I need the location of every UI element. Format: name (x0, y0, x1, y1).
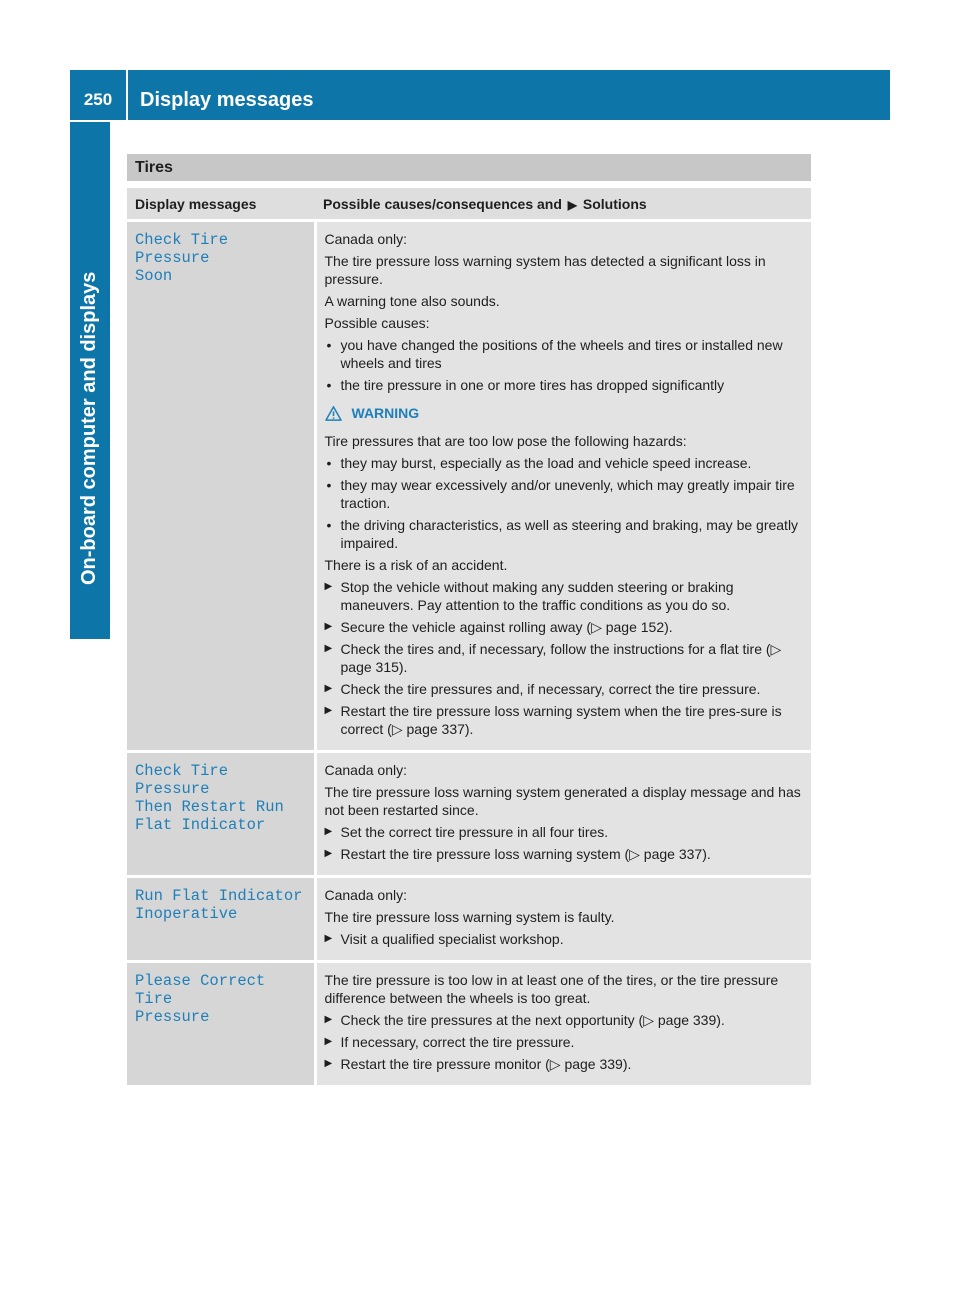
message-cell (127, 752, 315, 877)
table-row (127, 752, 811, 877)
solution-step: ▶ Check the tire pressures at the next opportunity (▷ page 339). (325, 1011, 804, 1029)
warning-label: WARNING (351, 405, 420, 421)
message-cell (127, 221, 315, 752)
text-line: Canada only: (324, 231, 408, 247)
column-header-causes-solutions (315, 188, 811, 221)
warning-triangle-icon (325, 406, 342, 421)
text-line: The tire pressure is too low in at least one of the tires, or the tire pressure difference between the wheels is too great. (324, 972, 779, 1006)
table-row (127, 877, 811, 962)
risk-statement: There is a risk of an accident. (324, 557, 508, 573)
text-line: The tire pressure loss warning system has detected a significant loss in pressure. (324, 253, 766, 287)
column-header-suffix: Solutions (582, 196, 647, 212)
column-header-prefix: Possible causes/consequences and (323, 196, 562, 212)
solution-step: ▶ If necessary, correct the tire pressure. (325, 1033, 804, 1051)
description-cell (315, 962, 811, 1087)
message-cell (127, 962, 315, 1087)
text-line: Canada only: (324, 762, 408, 778)
page-number: 250 (83, 90, 113, 109)
text-line: The tire pressure loss warning system generated a display message and has not been restarted since. (324, 784, 801, 818)
hazard-item: • they may wear excessively and/or unevenly, which may greatly impair tire traction. (325, 476, 804, 512)
display-message: Check Tire Pressure Then Restart Run Flat Indicator (135, 762, 284, 834)
solution-step: ▶ Stop the vehicle without making any sudden steering or braking maneuvers. Pay attention to the traffic conditions as you do so. (325, 578, 804, 614)
message-cell (127, 877, 315, 962)
text-line: Canada only: (324, 887, 408, 903)
hazard-item: • they may burst, especially as the load and vehicle speed increase. (325, 454, 804, 472)
solution-step: ▶ Check the tires and, if necessary, follow the instructions for a flat tire (▷ page 315). (325, 640, 804, 676)
description-cell (315, 752, 811, 877)
solution-step: ▶ Restart the tire pressure loss warning system (▷ page 337). (325, 845, 804, 863)
description-cell (315, 221, 811, 752)
description-cell (315, 877, 811, 962)
cause-item: • the tire pressure in one or more tires has dropped significantly (325, 376, 804, 394)
display-message: Run Flat Indicator Inoperative (135, 887, 303, 923)
cause-item: • you have changed the positions of the wheels and tires or installed new wheels and tires (325, 336, 804, 372)
text-line: A warning tone also sounds. (324, 293, 500, 309)
warning-heading (325, 404, 804, 422)
solution-step: ▶ Check the tire pressures and, if necessary, correct the tire pressure. (325, 680, 804, 698)
header-divider (126, 70, 128, 120)
solution-step: ▶ Secure the vehicle against rolling away (▷ page 152). (325, 618, 804, 636)
display-message: Please Correct Tire Pressure (135, 972, 266, 1026)
solution-step: ▶ Restart the tire pressure monitor (▷ page 339). (325, 1055, 804, 1073)
table-header-row (127, 188, 811, 221)
text-line: The tire pressure loss warning system is faulty. (324, 909, 615, 925)
table-row (127, 962, 811, 1087)
table-row (127, 221, 811, 752)
text-line: Possible causes: (324, 315, 430, 331)
column-header-display-messages: Display messages (127, 188, 315, 221)
solution-step: ▶ Set the correct tire pressure in all four tires. (325, 823, 804, 841)
side-tab-title: On-board computer and displays (78, 271, 100, 585)
solution-step: ▶ Restart the tire pressure loss warning system when the tire pres-sure is correct (▷ page 337). (325, 702, 804, 738)
messages-table (127, 188, 811, 1088)
page-title: Display messages (140, 89, 314, 111)
solution-step: ▶ Visit a qualified specialist workshop. (325, 930, 804, 948)
section-title: Tires (127, 154, 811, 181)
play-arrow-icon: ▶ (567, 198, 578, 212)
hazard-item: • the driving characteristics, as well as steering and braking, may be greatly impaired. (325, 516, 804, 552)
warning-intro: Tire pressures that are too low pose the following hazards: (324, 433, 687, 449)
display-message: Check Tire Pressure Soon (135, 231, 229, 285)
